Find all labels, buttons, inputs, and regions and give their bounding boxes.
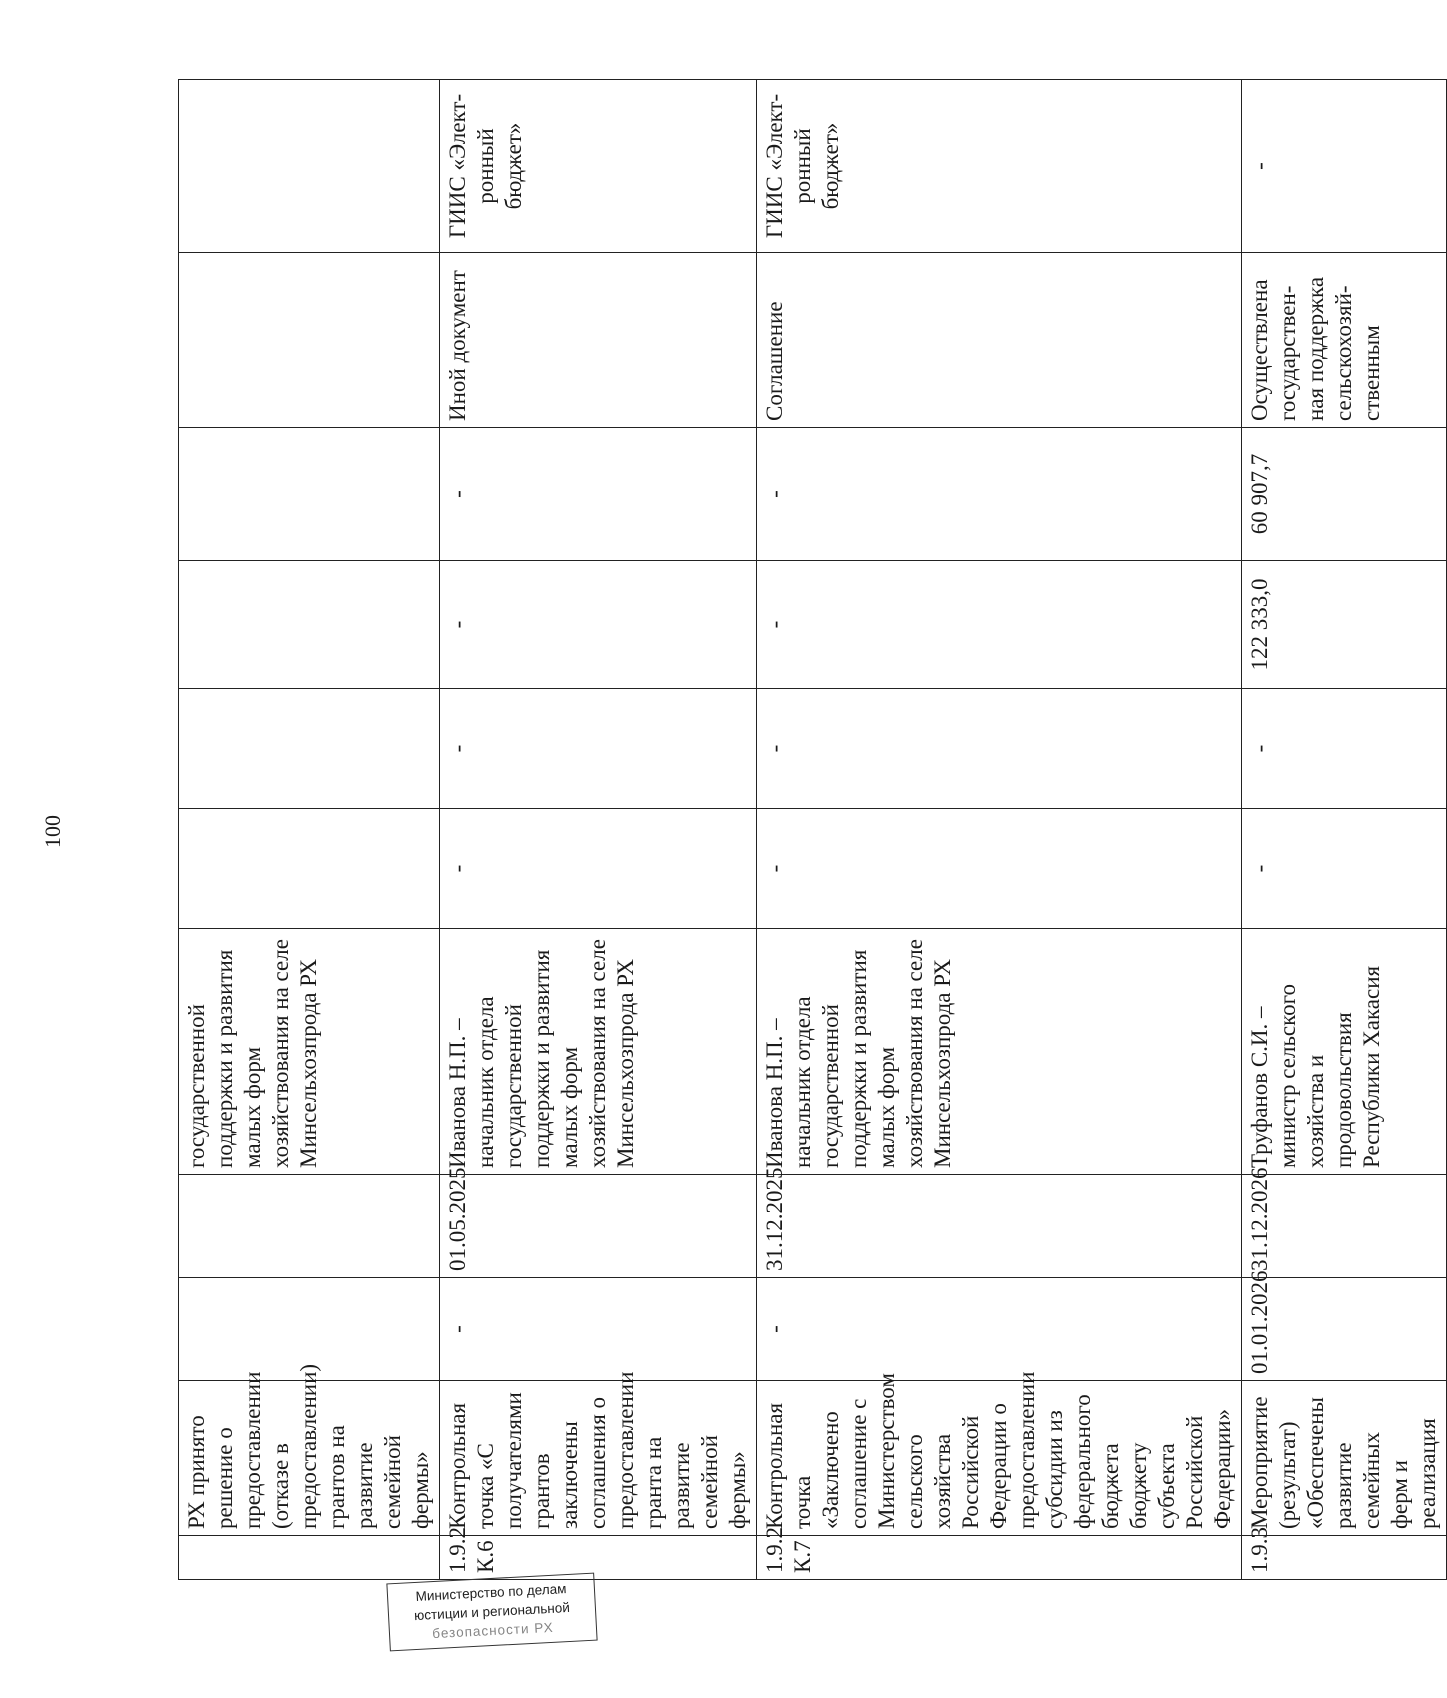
cell-system: ГИИС «Элект-ронный бюджет» — [757, 80, 1242, 253]
cell-system: - — [1242, 80, 1447, 253]
cell-end: 31.12.2026 — [1242, 1175, 1447, 1278]
page-number: 100 — [40, 815, 65, 848]
cell-system: ГИИС «Элект-ронный бюджет» — [440, 80, 757, 253]
cell-value-3: - — [440, 561, 757, 689]
cell-start: 01.01.2026 — [1242, 1278, 1447, 1381]
cell-num: 1.9.2 К.6 — [440, 1536, 757, 1580]
cell-responsible: Иванова Н.П. – начальник отдела государственной поддержки и развития малых форм хозяйствования на селе Минсельхозпрода РХ — [440, 929, 757, 1175]
cell-name: Контрольная точка «Заключено соглашение с Министерством сельского хозяйства Российской Федерации о предоставлении субсидии из федерального бюджета бюджету субъекта Российской Федерации» — [757, 1381, 1242, 1536]
ministry-stamp — [386, 1573, 597, 1652]
cell-value-1: - — [757, 809, 1242, 929]
cell-start: - — [440, 1278, 757, 1381]
cell-responsible: Иванова Н.П. – начальник отдела государственной поддержки и развития малых форм хозяйствования на селе Минсельхозпрода РХ — [757, 929, 1242, 1175]
cell-value-1: - — [1242, 809, 1447, 929]
cell-value-1: - — [440, 809, 757, 929]
cell-value-2: - — [440, 689, 757, 809]
cell-system — [179, 80, 440, 253]
cell-end: 31.12.2025 — [757, 1175, 1242, 1278]
cell-value-2: - — [757, 689, 1242, 809]
cell-value-4: - — [757, 428, 1242, 561]
cell-result: Осуществлена государствен-ная поддержка сельскохозяй-ственным — [1242, 253, 1447, 428]
cell-value-3: 122 333,0 — [1242, 561, 1447, 689]
cell-value-4: - — [440, 428, 757, 561]
cell-name: РХ принято решение о предоставлении (отказе в предоставлении) грантов на развитие семейной фермы» — [179, 1381, 440, 1536]
rotated-table-container — [178, 80, 1440, 1580]
table-row — [757, 80, 1242, 1580]
cell-name: Контрольная точка «С получателями грантов заключены соглашения о предоставлении гранта на развитие семейной фермы» — [440, 1381, 757, 1536]
cell-value-4: 60 907,7 — [1242, 428, 1447, 561]
cell-value-3: - — [757, 561, 1242, 689]
table-row — [179, 80, 440, 1580]
cell-end: 01.05.2025 — [440, 1175, 757, 1278]
cell-num — [179, 1536, 440, 1580]
plan-table — [178, 79, 1447, 1580]
cell-result: Иной документ — [440, 253, 757, 428]
cell-num: 1.9.3 — [1242, 1536, 1447, 1580]
cell-start: - — [757, 1278, 1242, 1381]
cell-responsible: Труфанов С.И. – министр сельского хозяйства и продовольствия Республики Хакасия — [1242, 929, 1447, 1175]
cell-result — [179, 253, 440, 428]
cell-value-2 — [179, 689, 440, 809]
cell-value-4 — [179, 428, 440, 561]
cell-end — [179, 1175, 440, 1278]
cell-value-3 — [179, 561, 440, 689]
cell-num: 1.9.2 К.7 — [757, 1536, 1242, 1580]
cell-result: Соглашение — [757, 253, 1242, 428]
cell-value-2: - — [1242, 689, 1447, 809]
table-row — [440, 80, 757, 1580]
stamp-line-3: безопасности РХ — [431, 1619, 555, 1642]
table-row — [1242, 80, 1447, 1580]
stamp-line-1: Министерство по делам — [415, 1581, 567, 1604]
cell-responsible: государственной поддержки и развития малых форм хозяйствования на селе Минсельхозпрода РХ — [179, 929, 440, 1175]
stamp-line-2: юстиции и региональной — [413, 1599, 571, 1624]
cell-name: Мероприятие (результат) «Обеспечены развитие семейных ферм и реализация — [1242, 1381, 1447, 1536]
cell-value-1 — [179, 809, 440, 929]
